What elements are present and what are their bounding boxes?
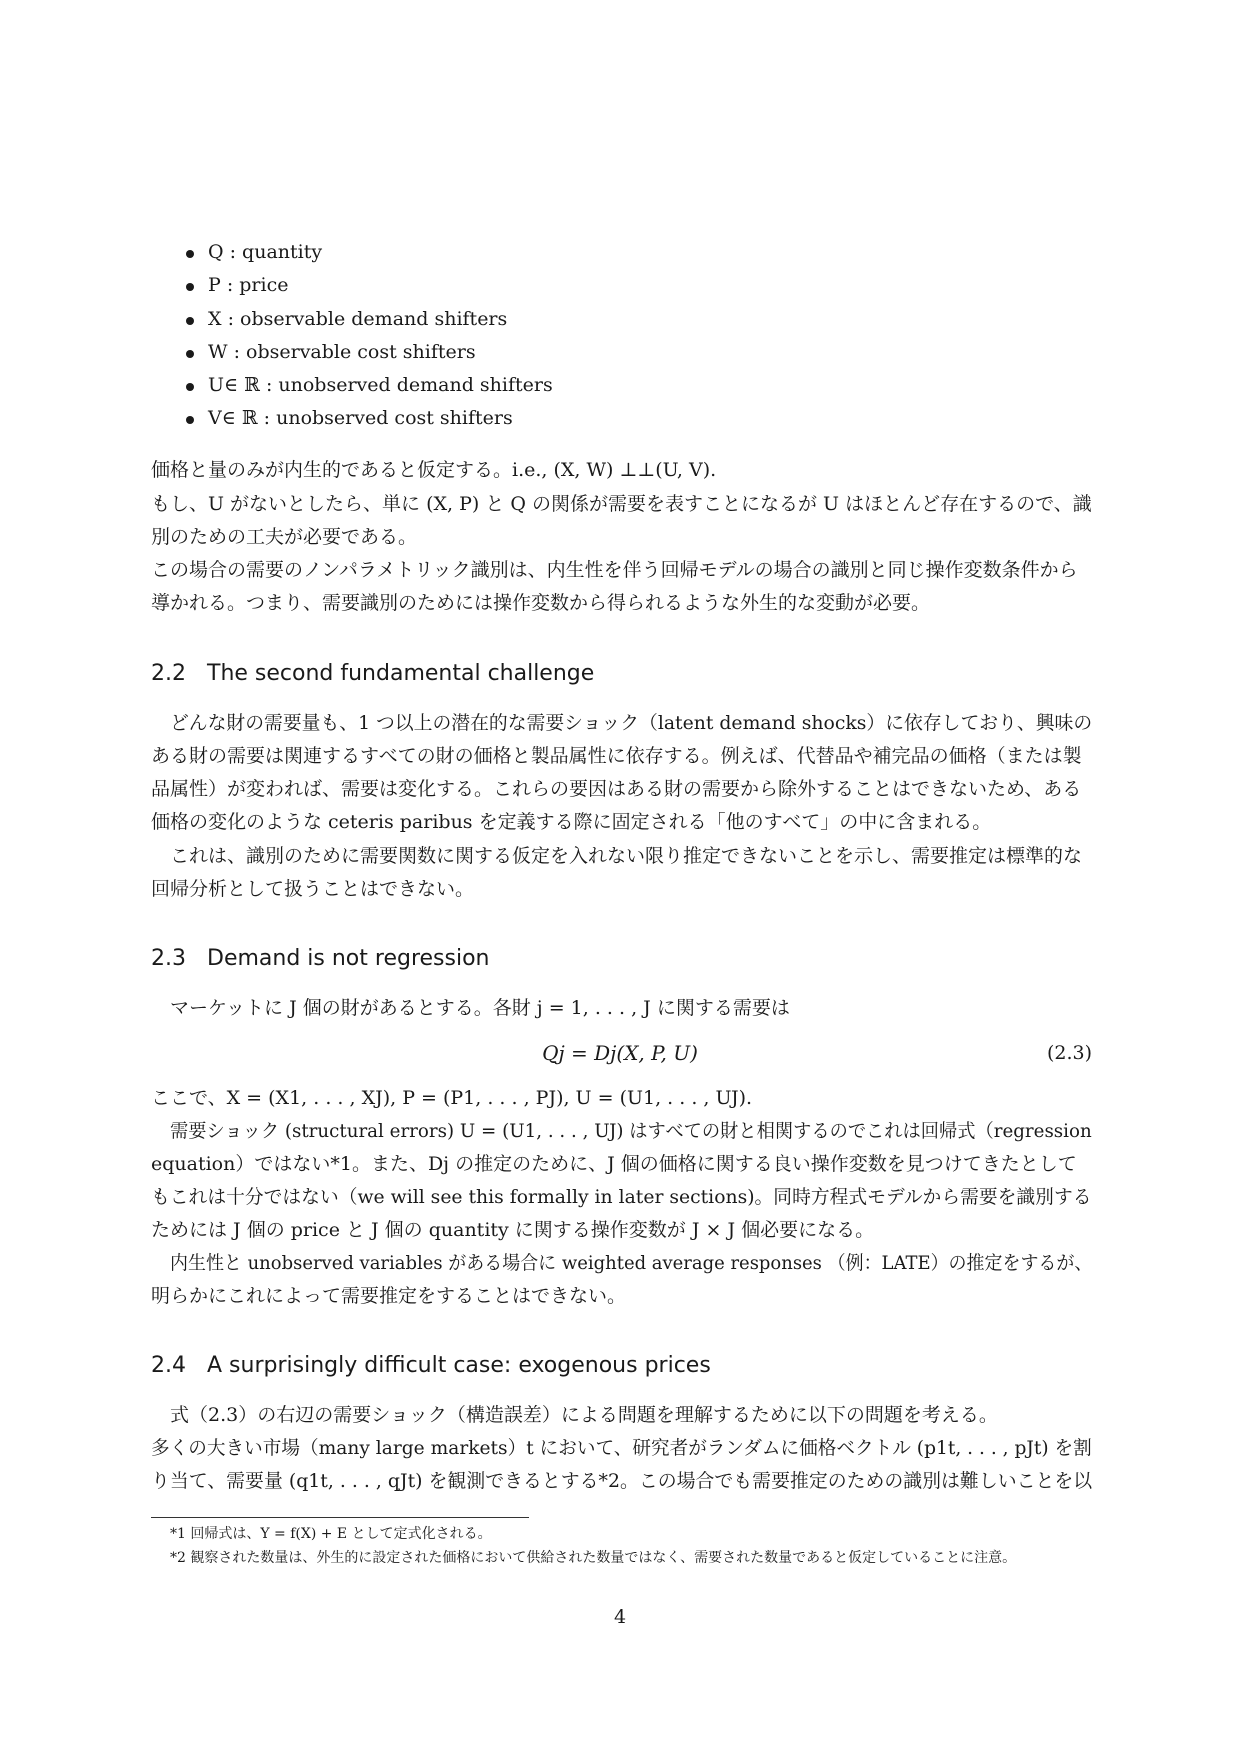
bullet-icon xyxy=(186,416,194,424)
intro-line: 価格と量のみが内生的であると仮定する。i.e., (X, W) ⊥⊥(U, V). xyxy=(151,459,717,481)
bullet-icon xyxy=(186,383,194,391)
footnote-divider xyxy=(151,1517,529,1518)
paragraph-line: 回帰分析として扱うことはできない。 xyxy=(151,878,475,900)
paragraph-line: 品属性）が変われば、需要は変化する。これらの要因はある財の需要から除外することはできないため、ある xyxy=(151,778,1082,800)
paragraph-line: ためには J 個の price と J 個の quantity に関する操作変数が J × J 個必要になる。 xyxy=(151,1219,875,1241)
paragraph-line: 価格の変化のような ceteris paribus を定義する際に固定される「他のすべて」の中に含まれる。 xyxy=(151,811,992,833)
paragraph-line: 内生性と unobserved variables がある場合に weighted average responses （例：LATE）の推定をするが、 xyxy=(170,1252,1093,1274)
section-heading-2-4 xyxy=(151,1352,711,1380)
section-number: 2.4 xyxy=(151,1353,186,1378)
footnote: *2 観察された数量は、外生的に設定された価格において供給された数量ではなく、需要された数量であると仮定していることに注意。 xyxy=(170,1550,1017,1566)
paragraph-line: これは、識別のために需要関数に関する仮定を入れない限り推定できないことを示し、需要推定は標準的な xyxy=(170,845,1083,867)
paragraph-line: 式（2.3）の右辺の需要ショック（構造誤差）による問題を理解するために以下の問題を考える。 xyxy=(170,1404,998,1426)
intro-line: 導かれる。つまり、需要識別のためには操作変数から得られるような外生的な変動が必要。 xyxy=(151,592,931,614)
paragraph-line: マーケットに J 個の財があるとする。各財 j = 1, . . . , J に関する需要は xyxy=(170,997,790,1019)
intro-line: もし、U がないとしたら、単に (X, P) と Q の関係が需要を表すことになるが U はほとんど存在するので、識 xyxy=(151,493,1092,515)
section-number: 2.2 xyxy=(151,661,186,686)
equation: Qj = Dj(X, P, U) xyxy=(542,1041,698,1065)
section-number: 2.3 xyxy=(151,946,186,971)
section-heading-2-2 xyxy=(151,660,594,688)
paragraph-line: 多くの大きい市場（many large markets）t において、研究者がランダムに価格ベクトル (p1t, . . . , pJt) を割 xyxy=(151,1437,1092,1459)
paragraph-line: ここで、X = (X1, . . . , XJ), P = (P1, . . . , PJ), U = (U1, . . . , UJ). xyxy=(151,1087,753,1109)
intro-line: 別のための工夫が必要である。 xyxy=(151,526,418,548)
document-page: Q : quantity P : price X : observable demand shifters W : observable cost shifters U∈ ℝ : unobserved demand shifters V∈ ℝ : unobserved cost shifters 価格と量のみが内生的であると仮定する。i.e., (X, W) ⊥⊥(U, V). もし、U がないとしたら、単に (X, P) と Q の関係が需要を表すことになるが U はほとんど存在するので、識 別のための工夫が必要である。 この場合の需要のノンパラメトリック識別は、内生性を伴う回帰モデルの場合の識別と同じ操作変数条件から 導かれる。つまり、需要識別のためには操作変数から得られるような外生的な変動が必要。 2.2 The second fundamental challenge どんな財の需要量も、1 つ以上の潜在的な需要ショック（latent demand shocks）に依存しており、興味の ある財の需要は関連するすべての財の価格と製品属性に依存する。例えば、代替品や補完品の価格（または製 品属性）が変われば、需要は変化する。これらの要因はある財の需要から除外することはできないため、ある 価格の変化のような ceteris paribus を定義する際に固定される「他のすべて」の中に含まれる。 これは、識別のために需要関数に関する仮定を入れない限り推定できないことを示し、需要推定は標準的な 回帰分析として扱うことはできない。 2.3 Demand is not regression マーケットに J 個の財があるとする。各財 j = 1, . . . , J に関する需要は Qj = Dj(X, P, U) (2.3) ここで、X = (X1, . . . , XJ), P = (P1, . . . , PJ), U = (U1, . . . , UJ). 需要ショック (structural errors) U = (U1, . . . , UJ) はすべての財と相関するのでこれは回帰式（regression equation）ではない*1。また、Dj の推定のために、J 個の価格に関する良い操作変数を見つけてきたとして もこれは十分ではない（we will see this formally in later sections)。同時方程式モデルから需要を識別する ためには J 個の price と J 個の quantity に関する操作変数が J × J 個必要になる。 内生性と unobserved variables がある場合に weighted average responses （例：LATE）の推定をするが、 明らかにこれによって需要推定をすることはできない。 2.4 A surprisingly difficult case: exogenous prices 式（2.3）の右辺の需要ショック（構造誤差）による問題を理解するために以下の問題を考える。 多くの大きい市場（many large markets）t において、研究者がランダムに価格ベクトル (p1t, . . . , pJt) を割 り当て、需要量 (q1t, . . . , qJt) を観測できるとする*2。この場合でも需要推定のための識別は難しいことを以 *1 回帰式は、Y = f(X) + E として定式化される。 *2 観察された数量は、外生的に設定された価格において供給された数量ではなく、需要された数量であると仮定していることに注意。 4 xyxy=(0,0,1240,1754)
paragraph-line: ある財の需要は関連するすべての財の価格と製品属性に依存する。例えば、代替品や補完品の価格（または製 xyxy=(151,745,1082,767)
footnote: *1 回帰式は、Y = f(X) + E として定式化される。 xyxy=(170,1526,492,1542)
paragraph-line: り当て、需要量 (q1t, . . . , qJt) を観測できるとする*2。この場合でも需要推定のための識別は難しいことを以 xyxy=(151,1470,1093,1492)
section-title: A surprisingly difficult case: exogenous prices xyxy=(207,1353,711,1378)
bullet-icon xyxy=(186,283,194,291)
page-number: 4 xyxy=(613,1606,627,1628)
paragraph-line: もこれは十分ではない（we will see this formally in later sections)。同時方程式モデルから需要を識別する xyxy=(151,1186,1092,1208)
bullet-icon xyxy=(186,350,194,358)
section-title: Demand is not regression xyxy=(207,946,490,971)
bullet-icon xyxy=(186,317,194,325)
paragraph-line: 明らかにこれによって需要推定をすることはできない。 xyxy=(151,1285,627,1307)
paragraph-line: equation）ではない*1。また、Dj の推定のために、J 個の価格に関する良い操作変数を見つけてきたとして xyxy=(151,1153,1077,1175)
equation-number: (2.3) xyxy=(1046,1042,1092,1064)
paragraph-line: どんな財の需要量も、1 つ以上の潜在的な需要ショック（latent demand shocks）に依存しており、興味の xyxy=(170,712,1093,734)
section-title: The second fundamental challenge xyxy=(207,661,595,686)
section-heading-2-3 xyxy=(151,945,489,973)
intro-line: この場合の需要のノンパラメトリック識別は、内生性を伴う回帰モデルの場合の識別と同じ操作変数条件から xyxy=(151,559,1078,581)
paragraph-line: 需要ショック (structural errors) U = (U1, . . . , UJ) はすべての財と相関するのでこれは回帰式（regression xyxy=(170,1120,1092,1142)
bullet-icon xyxy=(186,250,194,258)
